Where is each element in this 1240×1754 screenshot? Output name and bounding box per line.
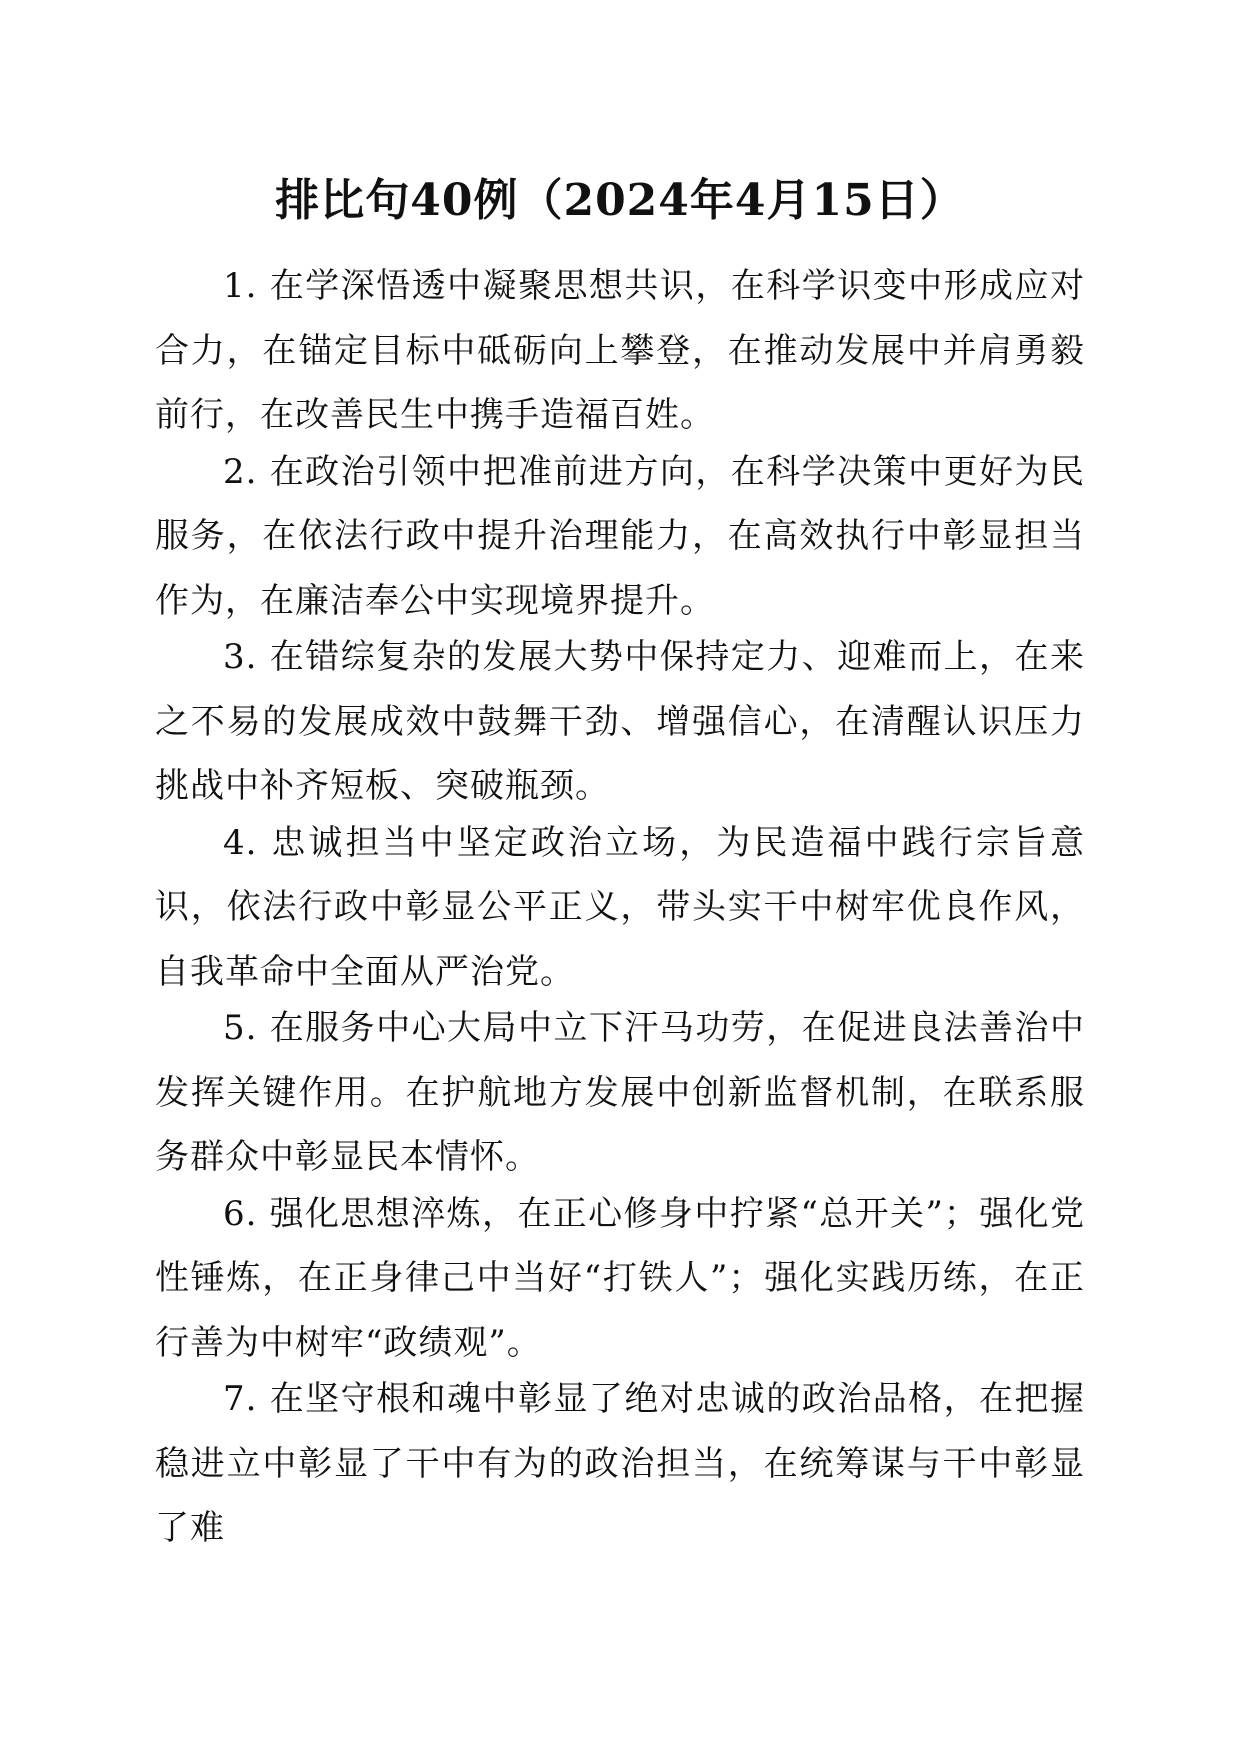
document-body: [155, 254, 1085, 1561]
paragraph-4: 4. 忠诚担当中坚定政治立场，为民造福中践行宗旨意识，依法行政中彰显公平正义，带头实干中树牢优良作风，自我革命中全面从严治党。: [155, 822, 1085, 992]
paragraph-1: 1. 在学深悟透中凝聚思想共识，在科学识变中形成应对合力，在锚定目标中砥砺向上攀登，在推动发展中并肩勇毅前行，在改善民生中携手造福百姓。: [155, 266, 1085, 435]
paragraph-5: 5. 在服务中心大局中立下汗马功劳，在促进良法善治中发挥关键作用。在护航地方发展中创新监督机制，在联系服务群众中彰显民本情怀。: [155, 1008, 1085, 1177]
paragraph-6: 6. 强化思想淬炼，在正心修身中拧紧“总开关”；强化党性锤炼，在正身律己中当好“打铁人”；强化实践历练，在正行善为中树牢“政绩观”。: [155, 1193, 1085, 1363]
document-title: 排比句40例（2024年4月15日）: [275, 175, 965, 226]
paragraph-7: 7. 在坚守根和魂中彰显了绝对忠诚的政治品格，在把握稳进立中彰显了干中有为的政治担当，在统筹谋与干中彰显了难: [155, 1379, 1085, 1548]
paragraph-3: 3. 在错综复杂的发展大势中保持定力、迎难而上，在来之不易的发展成效中鼓舞干劲、增强信心，在清醒认识压力挑战中补齐短板、突破瓶颈。: [155, 637, 1085, 806]
paragraph-2: 2. 在政治引领中把准前进方向，在科学决策中更好为民服务，在依法行政中提升治理能力，在高效执行中彰显担当作为，在廉洁奉公中实现境界提升。: [155, 451, 1085, 621]
